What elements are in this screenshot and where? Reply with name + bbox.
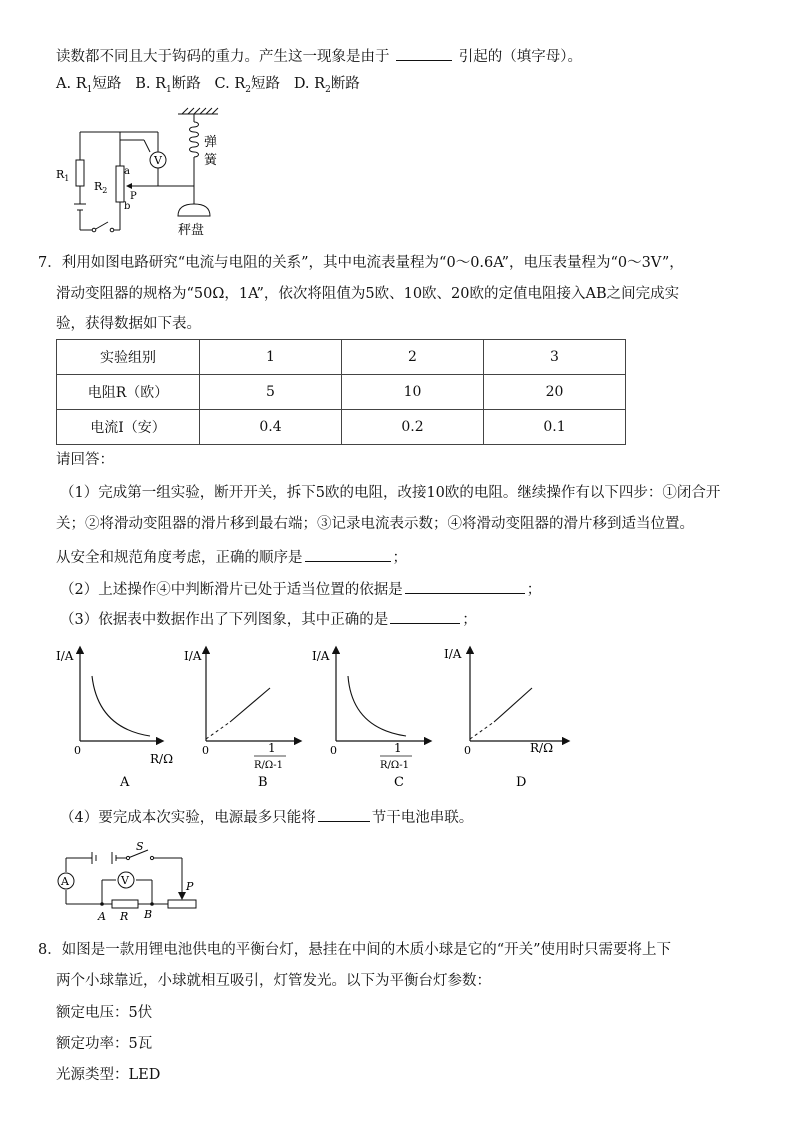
graph-d-ylabel: I/A [444, 647, 462, 661]
q7-graph-options [54, 642, 584, 792]
q7-sub1-line-1: （1）完成第一组实验，断开开关，拆下5欧的电阻，改接10欧的电阻。继续操作有以下四步：①闭合开 [60, 485, 721, 501]
graph-b-ylabel: I/A [184, 649, 202, 663]
table-cell: 20 [484, 375, 626, 410]
table-cell: 1 [200, 340, 342, 375]
table-row-label: 电流I（安） [57, 410, 200, 445]
q7-sub3: （3）依据表中数据作出了下列图象，其中正确的是 ； [60, 607, 477, 630]
graph-d [444, 647, 568, 790]
q7-number: 7． [38, 255, 62, 271]
q7-data-table [56, 339, 626, 445]
graph-b-x-den: R/Ω-1 [254, 760, 283, 771]
q8-param-light-source: 光源类型：LED [56, 1067, 161, 1083]
q6-answer-blank[interactable] [396, 44, 452, 61]
q6-option-b: B. $R_1$断路 [135, 76, 201, 95]
graph-d-origin: 0 [464, 744, 471, 757]
point-a-label: a [124, 166, 130, 177]
table-row-label: 电阻R（欧） [57, 375, 200, 410]
table-cell: 3 [484, 340, 626, 375]
q6-spring-circuit-figure [50, 108, 240, 243]
graph-b-x-num: 1 [268, 741, 276, 755]
graph-c-x-den: R/Ω-1 [380, 760, 409, 771]
table-cell: 2 [342, 340, 484, 375]
voltmeter-label: V [121, 874, 129, 887]
q8-stem-line-2: 两个小球靠近，小球就相互吸引，灯管发光。以下为平衡台灯参数： [56, 973, 491, 989]
table-row-label: 实验组别 [57, 340, 200, 375]
node-b-label: B [144, 908, 153, 921]
q7-sub4-answer-blank[interactable] [318, 805, 370, 822]
q7-sub2: （2）上述操作④中判断滑片已处于适当位置的依据是 ； [60, 577, 541, 600]
q6-line1-after: 引起的（填字母）。 [458, 49, 582, 65]
r1-label: $R_1$ [56, 168, 70, 183]
voltmeter-label: V [154, 154, 162, 167]
graph-c [312, 648, 430, 790]
q8-param-power: 额定功率：5瓦 [56, 1036, 153, 1052]
table-cell: 0.4 [200, 410, 342, 445]
spring-label-2: 簧 [204, 153, 218, 168]
q8-number: 8． [38, 942, 62, 958]
switch-s-label: S [136, 840, 144, 853]
table-row [57, 375, 626, 410]
pan-label: 秤盘 [178, 223, 205, 238]
graph-c-x-num: 1 [394, 741, 402, 755]
q8-param-voltage: 额定电压：5伏 [56, 1005, 153, 1021]
q7-stem-line-1: 7．利用如图电路研究“电流与电阻的关系”，其中电流表量程为“0～0.6A”，电压表量程为“0～3V”， [38, 255, 684, 271]
q6-option-d: D. $R_2$断路 [293, 76, 360, 95]
slider-p-label: P [130, 191, 137, 202]
graph-a-ylabel: I/A [56, 649, 74, 663]
point-b-label: b [124, 201, 131, 212]
q7-sub1-line-2: 关；②将滑动变阻器的滑片移到最右端；③记录电流表示数；④将滑动变阻器的滑片移到适当位置。 [56, 516, 694, 532]
graph-b-origin: 0 [202, 744, 209, 757]
slider-p-label: P [186, 880, 194, 893]
table-row [57, 410, 626, 445]
r2-label: $R_2$ [94, 180, 108, 195]
graph-b [184, 648, 300, 790]
q6-line1 [56, 44, 582, 67]
graph-c-ylabel: I/A [312, 649, 330, 663]
graph-b-letter: B [258, 775, 268, 790]
q7-sub1-answer-blank[interactable] [305, 545, 391, 562]
table-row [57, 340, 626, 375]
table-cell: 0.1 [484, 410, 626, 445]
graph-d-letter: D [516, 775, 527, 790]
q6-option-c: C. $R_2$短路 [214, 76, 280, 95]
spring-label-1: 弹 [204, 135, 218, 150]
table-cell: 0.2 [342, 410, 484, 445]
q7-sub1-line-3: 从安全和规范角度考虑，正确的顺序是 ； [56, 545, 407, 568]
q7-sub2-answer-blank[interactable] [405, 577, 525, 594]
graph-a [56, 648, 173, 790]
node-a-label: A [98, 910, 106, 923]
q6-options [56, 74, 360, 100]
graph-d-xlabel: R/Ω [530, 741, 554, 755]
q7-stem-line-2: 滑动变阻器的规格为“50Ω，1A”，依次将阻值为5欧、10欧、20欧的定值电阻接入AB之间完成实 [56, 286, 680, 302]
q8-stem-line-1: 8．如图是一款用锂电池供电的平衡台灯，悬挂在中间的木质小球是它的“开关”使用时只需要将上下 [38, 942, 672, 958]
graph-c-letter: C [394, 775, 404, 790]
table-cell: 10 [342, 375, 484, 410]
graph-a-xlabel: R/Ω [150, 752, 174, 766]
ammeter-label: A [61, 875, 69, 888]
q6-option-a: A. $R_1$短路 [56, 76, 122, 95]
q7-sub4: （4）要完成本次实验，电源最多只能将 节干电池串联。 [60, 805, 473, 828]
q7-sub3-answer-blank[interactable] [390, 607, 460, 624]
graph-c-origin: 0 [330, 744, 337, 757]
q6-line1-text: 读数都不同且大于钩码的重力。产生这一现象是由于 [56, 49, 390, 65]
q7-answer-prompt: 请回答： [56, 452, 114, 468]
table-cell: 5 [200, 375, 342, 410]
q7-experiment-circuit [52, 838, 202, 928]
resistor-r-label: R [120, 910, 129, 923]
graph-a-origin: 0 [74, 744, 81, 757]
graph-a-letter: A [120, 775, 130, 790]
q7-stem-line-3: 验，获得数据如下表。 [56, 316, 201, 332]
